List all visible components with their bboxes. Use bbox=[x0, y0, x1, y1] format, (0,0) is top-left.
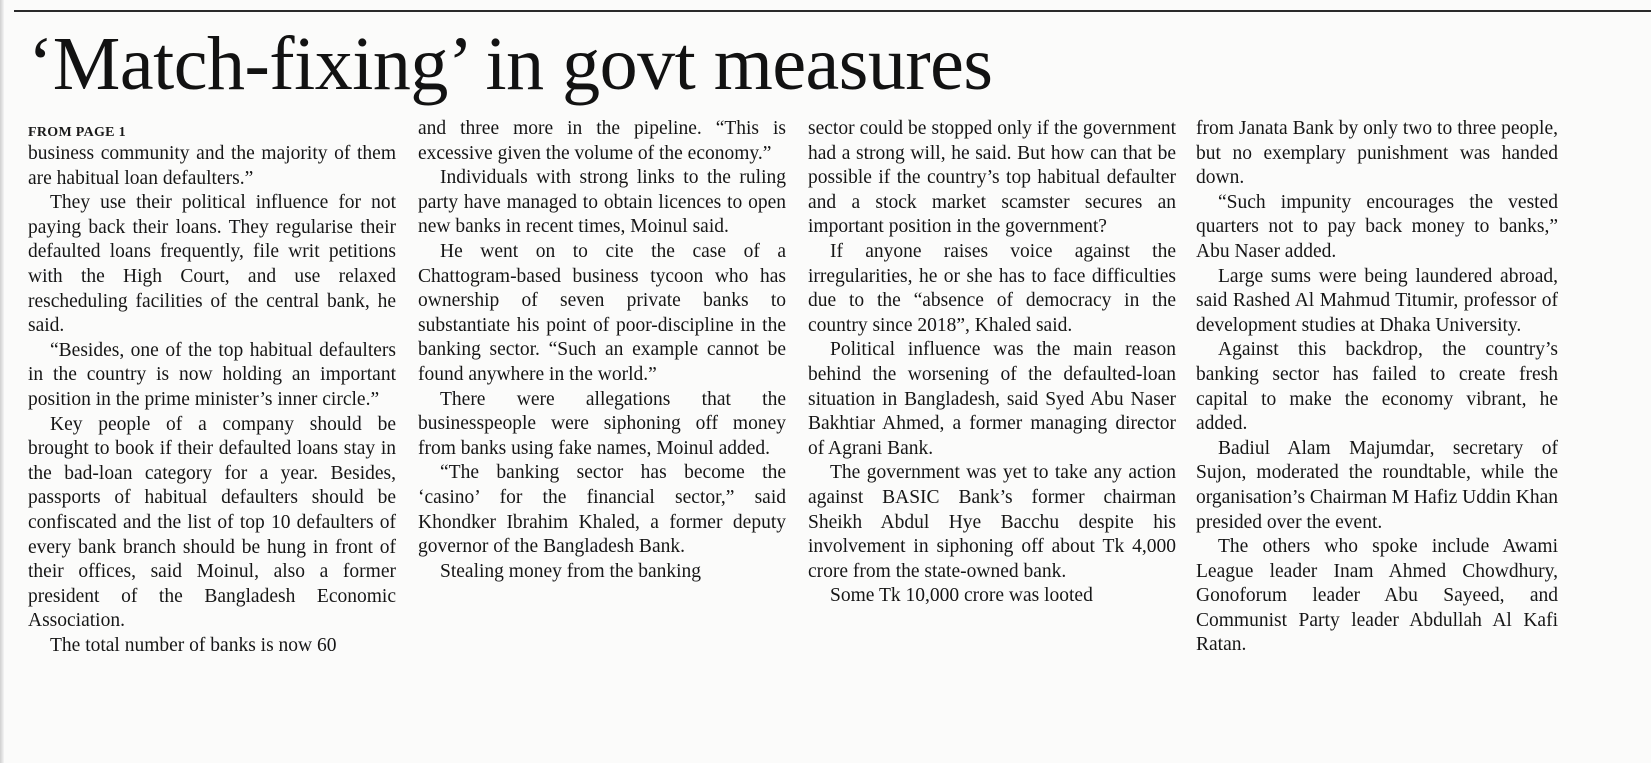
paragraph: business community and the majority of them are habitual loan defaulters.” bbox=[28, 143, 396, 189]
paragraph: Against this backdrop, the country’s banking sector has failed to create fresh capital to make the economy vibrant, he added. bbox=[1196, 339, 1558, 435]
paragraph: He went on to cite the case of a Chattogram-based business tycoon who has ownership of seven private banks to substantiate his point of poor-discipline in the banking sector. “Such an example cannot be found anywhere in the world.” bbox=[418, 240, 786, 385]
article-column-4 bbox=[1196, 117, 1558, 658]
paragraph: The government was yet to take any action against BASIC Bank’s former chairman Sheikh Abdul Hye Bacchu despite his involvement in siphoning off about Tk 4,000 crore from the state-owned bank. bbox=[808, 462, 1176, 582]
headline: ‘Match-fixing’ in govt measures bbox=[28, 22, 993, 106]
paragraph: There were allegations that the businesspeople were siphoning off money from banks using fake names, Moinul added. bbox=[418, 388, 786, 459]
paragraph: Some Tk 10,000 crore was looted bbox=[830, 585, 1093, 607]
paragraph: Political influence was the main reason behind the worsening of the defaulted-loan situation in Bangladesh, said Syed Abu Naser Bakhtiar Ahmed, a former managing director of Agrani Bank. bbox=[808, 339, 1176, 459]
paragraph: and three more in the pipeline. “This is excessive given the volume of the economy.” bbox=[418, 118, 786, 164]
kicker-from-page-1: FROM PAGE 1 bbox=[28, 125, 126, 140]
paragraph: Large sums were being laundered abroad, said Rashed Al Mahmud Titumir, professor of development studies at Dhaka University. bbox=[1196, 265, 1558, 336]
paragraph: If anyone raises voice against the irregularities, he or she has to face difficulties due to the “absence of democracy in the country since 2018”, Khaled said. bbox=[808, 240, 1176, 336]
paragraph: Stealing money from the banking bbox=[440, 560, 702, 582]
paragraph: “Such impunity encourages the vested quarters not to pay back money to banks,” Abu Naser added. bbox=[1196, 191, 1558, 262]
paragraph: “The banking sector has become the ‘casino’ for the financial sector,” said Khondker Ibrahim Khaled, a former deputy governor of the Bangladesh Bank. bbox=[418, 462, 786, 558]
top-rule bbox=[14, 10, 1651, 12]
paragraph: The others who spoke include Awami League leader Inam Ahmed Chowdhury, Gonoforum leader Abu Sayeed, and Communist Party leader Abdullah Al Kafi Ratan. bbox=[1196, 536, 1558, 656]
paragraph: The total number of banks is now 60 bbox=[50, 634, 337, 656]
paragraph: Individuals with strong links to the ruling party have managed to obtain licences to open new banks in recent times, Moinul said. bbox=[418, 167, 786, 238]
paragraph: from Janata Bank by only two to three people, but no exemplary punishment was handed down. bbox=[1196, 118, 1558, 189]
paragraph: sector could be stopped only if the government had a strong will, he said. But how can that be possible if the country’s top habitual defaulter and a stock market scamster secures an important position in the government? bbox=[808, 118, 1176, 238]
article-column-2 bbox=[418, 117, 786, 584]
article-column-1 bbox=[28, 142, 396, 658]
page-edge-shadow bbox=[0, 0, 4, 763]
paragraph: Badiul Alam Majumdar, secretary of Sujon, moderated the roundtable, while the organisation’s Chairman M Hafiz Uddin Khan presided over the event. bbox=[1196, 437, 1558, 533]
paragraph: “Besides, one of the top habitual defaulters in the country is now holding an important position in the prime minister’s inner circle.” bbox=[28, 339, 396, 410]
article-column-3 bbox=[808, 117, 1176, 609]
paragraph: They use their political influence for not paying back their loans. They regularise their defaulted loans frequently, file writ petitions with the High Court, and use relaxed rescheduling facilities of the central bank, he said. bbox=[28, 192, 396, 337]
paragraph: Key people of a company should be brought to book if their defaulted loans stay in the bad-loan category for a year. Besides, passports of habitual defaulters should be confiscated and the list of top 10 defaulters of every bank branch should be hung in front of their offices, said Moinul, also a former president of the Bangladesh Economic Association. bbox=[28, 413, 396, 632]
